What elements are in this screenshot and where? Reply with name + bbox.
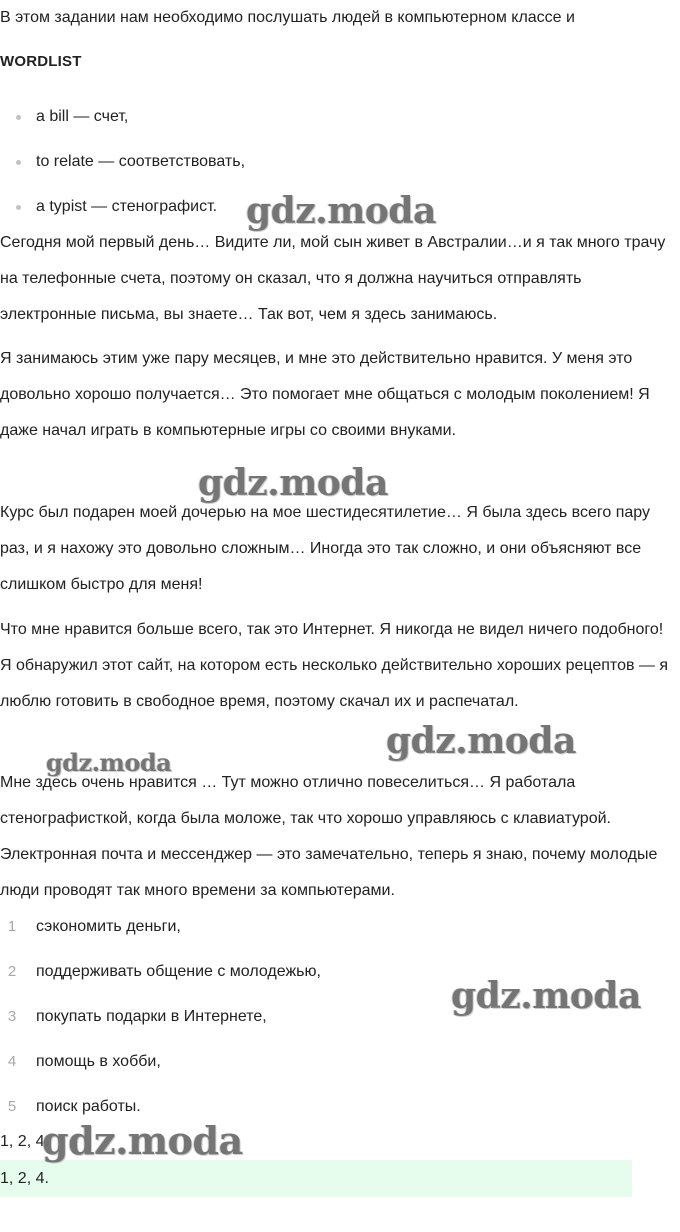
paragraph-3: Курс был подарен моей дочерью на мое шестидесятилетие… Я была здесь всего пару раз, и я нахожу это довольно сложным… Иногда это так сложно, и они объясняют все слишком быстро для меня! <box>0 504 650 593</box>
list-number: 4 <box>7 1053 17 1070</box>
list-item: 3 покупать подарки в Интернете, <box>0 1002 660 1032</box>
bullet-icon <box>16 115 21 120</box>
answer-highlight-box <box>0 1160 632 1197</box>
list-number: 5 <box>7 1098 17 1115</box>
paragraph-4: Что мне нравится больше всего, так это Интернет. Я никогда не видел ничего подобного! Я обнаружил этот сайт, на котором есть несколько действительно хороших рецептов — я люблю готовить в свободное время, поэтому скачал их и распечатал. <box>0 621 669 710</box>
list-item: 5 поиск работы. <box>0 1092 660 1122</box>
list-number: 2 <box>7 963 17 980</box>
bullet-icon <box>16 205 21 210</box>
intro-text: В этом задании нам необходимо послушать людей в компьютерном классе и <box>0 9 575 26</box>
list-number: 3 <box>7 1008 17 1025</box>
paragraph-5: Мне здесь очень нравится … Тут можно отлично повеселиться… Я работала стенографисткой, когда была моложе, так что хорошо управляюсь с клавиатурой. Электронная почта и мессенджер — это замечательно, теперь я знаю, почему молодые люди проводят так много времени за компьютерами. <box>0 774 658 899</box>
watermark: gdz.moda <box>198 462 388 504</box>
wordlist-heading: WORDLIST <box>0 53 82 70</box>
watermark: gdz.moda <box>42 1118 243 1163</box>
list-item: to relate — соответствовать, <box>0 147 660 177</box>
list-item: a bill — счет, <box>0 102 660 132</box>
watermark: gdz.moda <box>451 975 641 1017</box>
paragraph-2: Я занимаюсь этим уже пару месяцев, и мне это действительно нравится. У меня это довольно хорошо получается… Это помогает мне общаться с молодым поколением! Я даже начал играть в компьютерные игры со своими внуками. <box>0 350 650 439</box>
list-item: 2 поддерживать общение с молодежью, <box>0 957 660 987</box>
answer-highlighted-text: 1, 2, 4. <box>0 1170 49 1187</box>
paragraph-1: Сегодня мой первый день… Видите ли, мой сын живет в Австралии…и я так много трачу на телефонные счета, поэтому он сказал, что я должна научиться отправлять электронные письма, вы знаете… Так вот, чем я здесь занимаюсь. <box>0 234 666 323</box>
answer-text: 1, 2, 4. <box>0 1133 49 1150</box>
list-item: a typist — стенографист. <box>0 192 660 222</box>
list-item: 1 сэкономить деньги, <box>0 912 660 942</box>
watermark: gdz.moda <box>386 720 576 762</box>
bullet-icon <box>16 160 21 165</box>
list-item: 4 помощь в хобби, <box>0 1047 660 1077</box>
watermark: gdz.moda <box>46 748 172 777</box>
list-number: 1 <box>7 918 17 935</box>
watermark: gdz.moda <box>246 190 436 232</box>
